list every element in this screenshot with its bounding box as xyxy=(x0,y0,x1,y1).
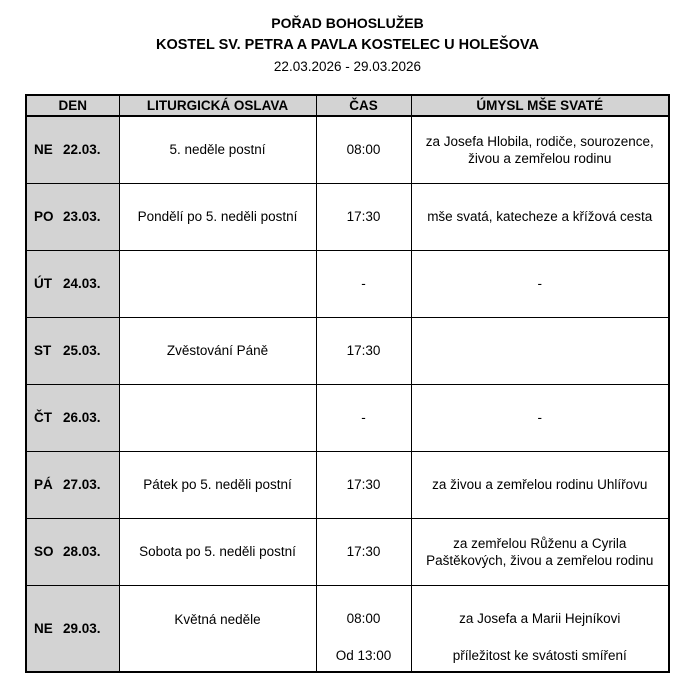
column-header-umysl: ÚMYSL MŠE SVATÉ xyxy=(411,95,669,116)
document-header xyxy=(0,0,695,77)
day-abbr: ÚT xyxy=(34,276,52,291)
celebration-cell: Pondělí po 5. neděli postní xyxy=(119,183,316,250)
table-row xyxy=(26,384,669,451)
intention-cell xyxy=(411,317,669,384)
time-cell: 17:30 xyxy=(316,317,411,384)
schedule-table xyxy=(25,94,670,673)
day-abbr: SO xyxy=(34,544,54,559)
time-entry: Od 13:00 xyxy=(335,647,392,663)
day-cell xyxy=(26,518,119,585)
table-row xyxy=(26,518,669,585)
time-entry: 08:00 xyxy=(346,610,381,626)
intention-cell: - xyxy=(411,384,669,451)
church-name: KOSTEL SV. PETRA A PAVLA KOSTELEC U HOLEŠOVA xyxy=(156,37,539,53)
day-cell xyxy=(26,250,119,317)
intention-cell: mše svatá, katecheze a křížová cesta xyxy=(411,183,669,250)
day-cell xyxy=(26,116,119,183)
time-cell: - xyxy=(316,384,411,451)
celebration-cell: Sobota po 5. neděli postní xyxy=(119,518,316,585)
day-abbr: NE xyxy=(34,142,53,158)
page-title: POŘAD BOHOSLUŽEB xyxy=(271,15,424,31)
day-date: 26.03. xyxy=(63,410,101,425)
day-date: 23.03. xyxy=(63,209,101,224)
column-header-cas: ČAS xyxy=(316,95,411,116)
schedule-table-body xyxy=(26,116,669,672)
day-date: 29.03. xyxy=(63,620,101,636)
day-cell xyxy=(26,585,119,672)
day-cell xyxy=(26,317,119,384)
day-cell xyxy=(26,384,119,451)
table-row xyxy=(26,585,669,672)
time-cell: 17:30 xyxy=(316,451,411,518)
day-abbr: PO xyxy=(34,209,54,224)
day-cell xyxy=(26,451,119,518)
table-header-row xyxy=(26,95,669,116)
day-cell xyxy=(26,183,119,250)
intention-cell xyxy=(411,585,669,672)
intention-cell: - xyxy=(411,250,669,317)
table-row xyxy=(26,116,669,183)
day-abbr: ST xyxy=(34,343,52,358)
celebration-cell: Pátek po 5. neděli postní xyxy=(119,451,316,518)
day-abbr: ČT xyxy=(34,410,52,425)
celebration-cell xyxy=(119,250,316,317)
date-range: 22.03.2026 - 29.03.2026 xyxy=(273,59,422,74)
column-header-liturgicka-oslava: LITURGICKÁ OSLAVA xyxy=(119,95,316,116)
intention-entry: příležitost ke svátosti smíření xyxy=(452,647,627,663)
intention-cell: za Josefa Hlobila, rodiče, sourozence, živou a zemřelou rodinu xyxy=(411,116,669,183)
day-date: 25.03. xyxy=(63,343,101,358)
day-date: 22.03. xyxy=(63,142,101,158)
time-cell: 08:00 xyxy=(316,116,411,183)
table-row xyxy=(26,451,669,518)
time-cell: 17:30 xyxy=(316,518,411,585)
celebration-cell xyxy=(119,384,316,451)
time-cell: 17:30 xyxy=(316,183,411,250)
time-cell xyxy=(316,585,411,672)
day-date: 24.03. xyxy=(63,276,101,291)
intention-cell-stack xyxy=(412,586,669,670)
time-cell-stack xyxy=(317,586,411,670)
day-date: 27.03. xyxy=(63,477,101,492)
day-abbr: PÁ xyxy=(34,477,53,492)
celebration-cell: 5. neděle postní xyxy=(119,116,316,183)
day-abbr: NE xyxy=(34,620,53,636)
table-row xyxy=(26,317,669,384)
celebration-cell: Květná neděle xyxy=(119,585,316,672)
intention-cell: za živou a zemřelou rodinu Uhlířovu xyxy=(411,451,669,518)
time-cell: - xyxy=(316,250,411,317)
column-header-den: DEN xyxy=(26,95,119,116)
table-row xyxy=(26,250,669,317)
table-row xyxy=(26,183,669,250)
celebration-cell: Zvěstování Páně xyxy=(119,317,316,384)
day-date: 28.03. xyxy=(63,544,101,559)
intention-cell: za zemřelou Růženu a Cyrila Paštěkových, živou a zemřelou rodinu xyxy=(411,518,669,585)
intention-entry: za Josefa a Marii Hejníkovi xyxy=(459,610,621,626)
